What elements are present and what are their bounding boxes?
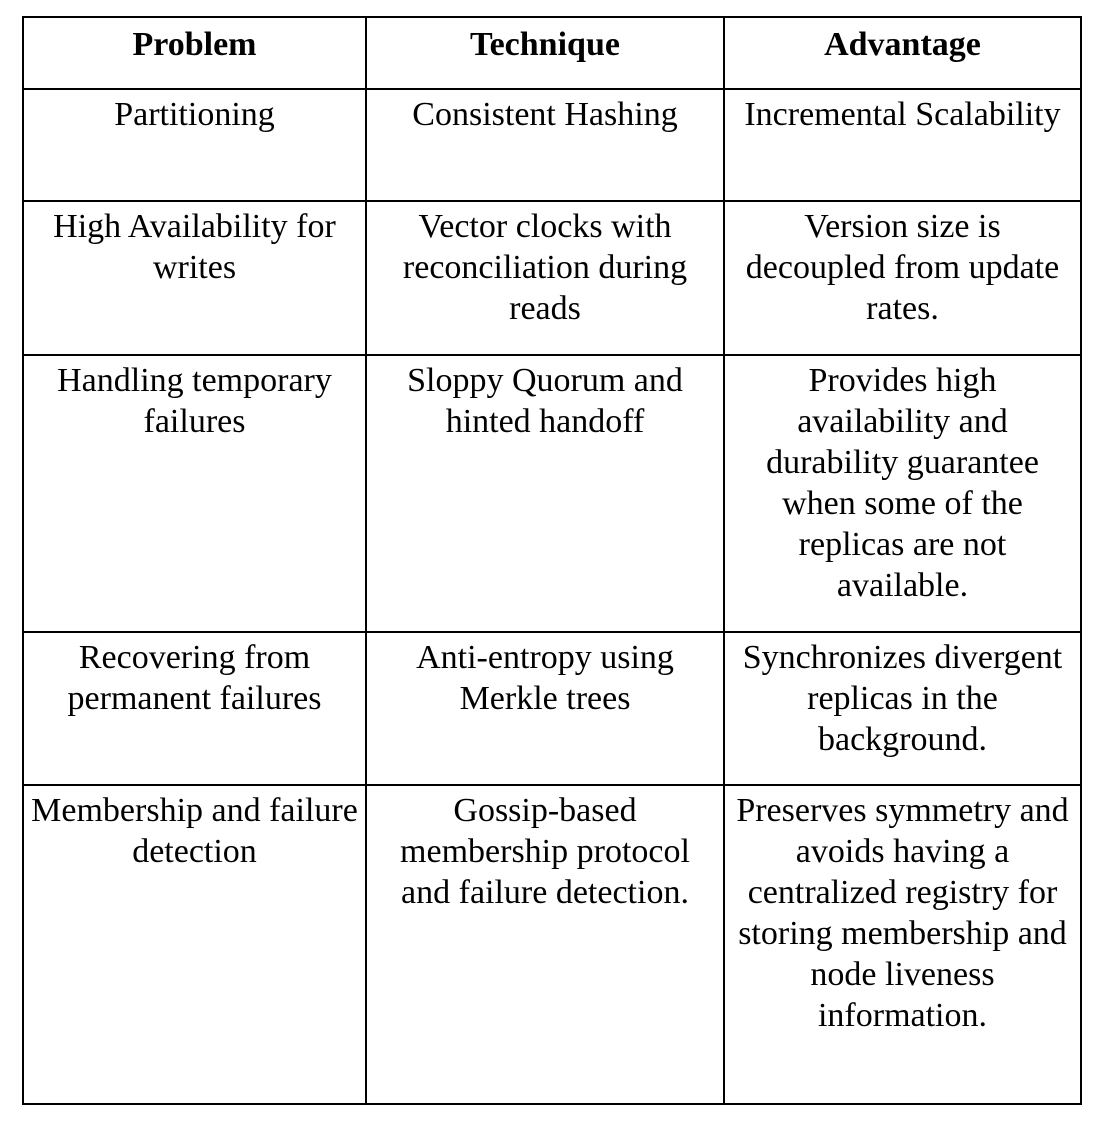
cell-problem: Handling temporary failures bbox=[23, 355, 366, 632]
cell-technique: Anti-entropy using Merkle trees bbox=[366, 632, 724, 785]
header-technique: Technique bbox=[366, 17, 724, 89]
header-advantage: Advantage bbox=[724, 17, 1081, 89]
cell-technique: Consistent Hashing bbox=[366, 89, 724, 201]
table-row bbox=[23, 89, 1081, 201]
cell-problem: Recovering from permanent failures bbox=[23, 632, 366, 785]
cell-advantage: Provides high availability and durability guarantee when some of the replicas are not available. bbox=[724, 355, 1081, 632]
cell-advantage: Synchronizes divergent replicas in the background. bbox=[724, 632, 1081, 785]
table-row bbox=[23, 355, 1081, 632]
cell-technique: Sloppy Quorum and hinted handoff bbox=[366, 355, 724, 632]
cell-technique: Gossip-based membership protocol and failure detection. bbox=[366, 785, 724, 1104]
header-row bbox=[23, 17, 1081, 89]
problem-technique-table bbox=[22, 16, 1082, 1105]
table-row bbox=[23, 632, 1081, 785]
cell-advantage: Version size is decoupled from update rates. bbox=[724, 201, 1081, 355]
cell-problem: Membership and failure detection bbox=[23, 785, 366, 1104]
cell-problem: High Availability for writes bbox=[23, 201, 366, 355]
cell-problem: Partitioning bbox=[23, 89, 366, 201]
cell-technique: Vector clocks with reconciliation during reads bbox=[366, 201, 724, 355]
cell-advantage: Incremental Scalability bbox=[724, 89, 1081, 201]
table-row bbox=[23, 201, 1081, 355]
header-problem: Problem bbox=[23, 17, 366, 89]
cell-advantage: Preserves symmetry and avoids having a centralized registry for storing membership and node liveness information. bbox=[724, 785, 1081, 1104]
table-row bbox=[23, 785, 1081, 1104]
